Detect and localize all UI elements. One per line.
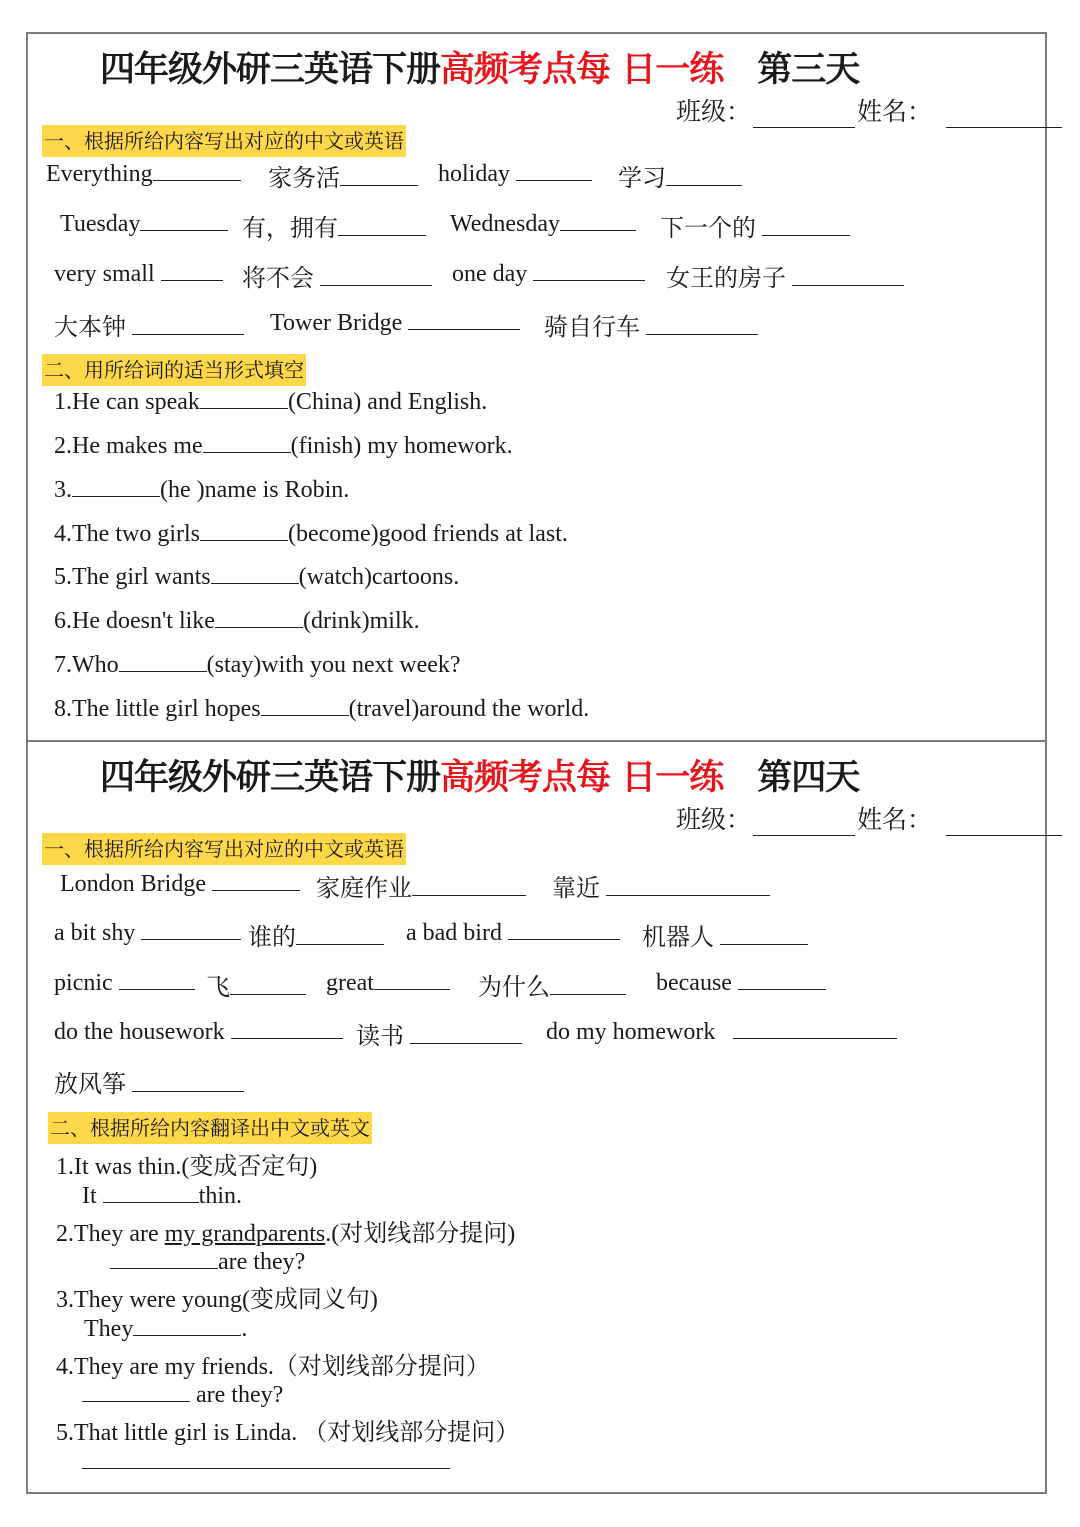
vocab-item: 女王的房子 <box>666 258 904 293</box>
answer-blank[interactable] <box>161 258 223 281</box>
worksheet-day4 <box>26 740 1047 1494</box>
answer-row: It thin. <box>82 1180 242 1210</box>
answer-blank[interactable] <box>408 307 520 330</box>
title-black: 四年级外研三英语下册 <box>100 758 441 798</box>
answer-blank[interactable] <box>103 1180 199 1203</box>
answer-blank[interactable] <box>82 1379 190 1402</box>
vocab-item: 家庭作业 <box>316 868 526 903</box>
answer-blank[interactable] <box>261 693 349 716</box>
question-row: 5.That little girl is Linda. （对划线部分提问） <box>56 1420 520 1446</box>
vocab-item: London Bridge <box>60 868 300 898</box>
section-heading-1: 一、根据所给内容写出对应的中文或英语 <box>42 125 406 157</box>
answer-blank[interactable] <box>132 312 244 335</box>
vocab-item: 学习 <box>618 158 742 193</box>
name-blank[interactable] <box>946 809 1062 836</box>
question-row: 7.Who (stay)with you next week? <box>54 649 461 679</box>
question-row: 3. (he )name is Robin. <box>54 474 349 504</box>
vocab-item: 放风筝 <box>54 1064 244 1099</box>
question-row: 3.They were young(变成同义句) <box>56 1287 378 1313</box>
answer-blank[interactable] <box>132 1069 244 1092</box>
section-heading-1: 一、根据所给内容写出对应的中文或英语 <box>42 833 406 865</box>
answer-blank[interactable] <box>215 605 303 628</box>
vocab-item: Tower Bridge <box>270 307 520 337</box>
answer-blank[interactable] <box>508 917 620 940</box>
question-row: 2.They are my grandparents.(对划线部分提问) <box>56 1221 516 1247</box>
answer-blank[interactable] <box>720 922 808 945</box>
answer-blank[interactable] <box>231 1016 343 1039</box>
answer-blank[interactable] <box>762 213 850 236</box>
answer-blank[interactable] <box>133 1313 241 1336</box>
title-red: 高频考点每 日一练 <box>440 50 724 90</box>
answer-blank[interactable] <box>516 158 592 181</box>
vocab-item: 靠近 <box>552 868 770 903</box>
answer-blank[interactable] <box>296 922 384 945</box>
vocab-item: 骑自行车 <box>544 307 758 342</box>
answer-blank[interactable] <box>110 1246 218 1269</box>
underlined-phrase: my grandparents <box>164 1221 326 1247</box>
answer-blank[interactable] <box>140 208 228 231</box>
name-label: 姓名： <box>857 97 933 126</box>
vocab-item: 读书 <box>356 1016 522 1051</box>
answer-row: are they? <box>82 1379 283 1409</box>
vocab-item: great <box>326 967 450 997</box>
answer-blank[interactable] <box>560 208 636 231</box>
question-row: 4.They are my friends.（对划线部分提问） <box>56 1354 490 1380</box>
section-heading-2: 二、用所给词的适当形式填空 <box>42 354 306 386</box>
title-day: 第四天 <box>757 758 860 798</box>
page-title <box>100 750 859 800</box>
answer-blank[interactable] <box>738 967 826 990</box>
class-label: 班级： <box>676 97 752 126</box>
vocab-item: very small <box>54 258 223 288</box>
vocab-item: picnic <box>54 967 195 997</box>
vocab-item: Wednesday <box>450 208 636 238</box>
answer-blank[interactable] <box>203 430 291 453</box>
vocab-item: 下一个的 <box>660 208 850 243</box>
class-blank[interactable] <box>753 809 855 836</box>
vocab-item: 大本钟 <box>54 307 244 342</box>
answer-blank[interactable] <box>212 868 300 891</box>
answer-blank[interactable] <box>141 917 241 940</box>
vocab-item: 谁的 <box>248 917 384 952</box>
vocab-item: do the housework <box>54 1016 343 1046</box>
vocab-item: a bit shy <box>54 917 241 947</box>
question-row: 5.The girl wants (watch)cartoons. <box>54 561 459 591</box>
answer-blank[interactable] <box>792 263 904 286</box>
question-row: 1.It was thin.(变成否定句) <box>56 1154 318 1180</box>
answer-blank[interactable] <box>733 1016 897 1039</box>
class-name-line <box>676 800 1062 836</box>
answer-blank[interactable] <box>410 1021 522 1044</box>
section-heading-2: 二、根据所给内容翻译出中文或英文 <box>48 1112 372 1144</box>
answer-blank[interactable] <box>412 873 526 896</box>
name-label: 姓名： <box>857 805 933 834</box>
answer-blank[interactable] <box>119 967 195 990</box>
answer-blank[interactable] <box>646 312 758 335</box>
class-name-line <box>676 92 1062 128</box>
answer-row: They . <box>84 1313 247 1343</box>
worksheet-day3 <box>26 32 1047 742</box>
vocab-item: Everything <box>46 158 241 188</box>
page-title <box>100 42 859 92</box>
answer-blank[interactable] <box>320 263 432 286</box>
question-row: 2.He makes me (finish) my homework. <box>54 430 513 460</box>
vocab-item: 为什么 <box>478 967 626 1002</box>
answer-blank[interactable] <box>72 474 160 497</box>
answer-blank[interactable] <box>211 561 299 584</box>
class-blank[interactable] <box>753 101 855 128</box>
answer-blank[interactable] <box>666 163 742 186</box>
answer-blank[interactable] <box>153 158 241 181</box>
title-red: 高频考点每 日一练 <box>440 758 724 798</box>
vocab-item: holiday <box>438 158 592 188</box>
vocab-item: a bad bird <box>406 917 620 947</box>
vocab-item: because <box>656 967 826 997</box>
title-black: 四年级外研三英语下册 <box>100 50 441 90</box>
vocab-item: Tuesday <box>60 208 228 238</box>
name-blank[interactable] <box>946 101 1062 128</box>
vocab-item: 飞 <box>206 967 306 1002</box>
answer-blank[interactable] <box>200 386 288 409</box>
answer-blank[interactable] <box>200 518 288 541</box>
answer-blank[interactable] <box>82 1446 450 1469</box>
vocab-item: 机器人 <box>642 917 808 952</box>
answer-row <box>82 1446 450 1476</box>
answer-blank[interactable] <box>606 873 770 896</box>
vocab-item: 有，拥有 <box>242 208 426 243</box>
answer-blank[interactable] <box>119 649 207 672</box>
class-label: 班级： <box>676 805 752 834</box>
vocab-item: 将不会 <box>242 258 432 293</box>
vocab-item: one day <box>452 258 645 288</box>
title-day: 第三天 <box>757 50 860 90</box>
question-row: 6.He doesn't like (drink)milk. <box>54 605 420 635</box>
question-row: 1.He can speak (China) and English. <box>54 386 487 416</box>
answer-blank[interactable] <box>533 258 645 281</box>
answer-blank[interactable] <box>230 972 306 995</box>
answer-blank[interactable] <box>374 967 450 990</box>
question-row: 8.The little girl hopes (travel)around the world. <box>54 693 589 723</box>
answer-blank[interactable] <box>340 163 418 186</box>
answer-blank[interactable] <box>550 972 626 995</box>
question-row: 4.The two girls (become)good friends at last. <box>54 518 568 548</box>
vocab-item: do my homework <box>546 1016 897 1046</box>
answer-row: are they? <box>110 1246 305 1276</box>
vocab-item: 家务活 <box>268 158 418 193</box>
answer-blank[interactable] <box>338 213 426 236</box>
